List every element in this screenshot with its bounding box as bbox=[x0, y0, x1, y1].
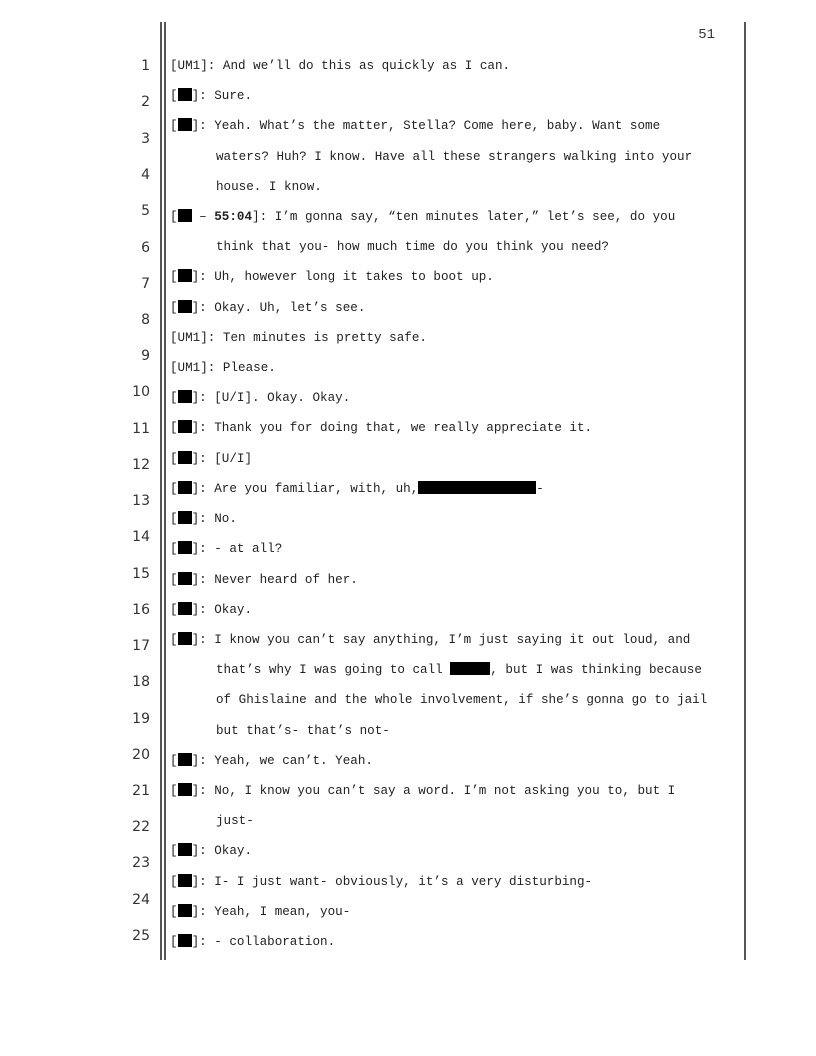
open-bracket: [ bbox=[170, 421, 178, 435]
open-bracket: [ bbox=[170, 633, 178, 647]
transcript-line bbox=[170, 481, 544, 497]
transcript-line bbox=[170, 541, 282, 557]
line-number: 15 bbox=[132, 566, 150, 582]
line-text: ]: Uh, however long it takes to boot up. bbox=[191, 270, 494, 284]
open-bracket: [ bbox=[170, 784, 178, 798]
transcript-line-continued: think that you- how much time do you think you need? bbox=[216, 240, 609, 254]
open-bracket: [ bbox=[170, 512, 178, 526]
open-bracket: [ bbox=[170, 844, 178, 858]
redaction-bar bbox=[178, 300, 192, 313]
open-bracket: [ bbox=[170, 301, 178, 315]
redaction-bar bbox=[178, 511, 192, 524]
transcript-line bbox=[170, 874, 592, 890]
line-number: 17 bbox=[132, 638, 150, 654]
line-text: ]: Yeah, I mean, you- bbox=[191, 905, 351, 919]
redaction-bar bbox=[178, 874, 192, 887]
redaction-bar bbox=[178, 541, 192, 554]
transcript-line bbox=[170, 58, 510, 74]
transcript-line-continued: of Ghislaine and the whole involvement, if she’s gonna go to jail bbox=[216, 693, 708, 707]
transcript-line bbox=[170, 783, 675, 799]
transcript-line bbox=[170, 360, 276, 376]
left-margin-rule bbox=[160, 22, 162, 960]
open-bracket: [ bbox=[170, 542, 178, 556]
line-text: that’s why I was going to call bbox=[216, 663, 451, 677]
line-text: ]: Okay. bbox=[191, 603, 253, 617]
line-text: ]: [U/I] bbox=[191, 452, 253, 466]
line-number: 7 bbox=[141, 276, 150, 292]
transcript-line bbox=[170, 602, 252, 618]
line-number: 8 bbox=[141, 312, 150, 328]
line-number: 16 bbox=[132, 602, 150, 618]
transcript-line bbox=[170, 420, 592, 436]
line-number: 20 bbox=[132, 747, 150, 763]
transcript-line-continued bbox=[216, 662, 702, 678]
redaction-bar bbox=[178, 88, 192, 101]
transcript-line bbox=[170, 451, 252, 467]
open-bracket: [ bbox=[170, 391, 178, 405]
open-bracket: [ bbox=[170, 210, 178, 224]
right-margin-rule bbox=[744, 22, 746, 960]
line-number: 19 bbox=[132, 711, 150, 727]
transcript-line bbox=[170, 843, 252, 859]
redaction-bar bbox=[178, 632, 192, 645]
open-bracket: [ bbox=[170, 119, 178, 133]
redaction-bar bbox=[178, 269, 192, 282]
line-number: 10 bbox=[132, 384, 150, 400]
line-number: 3 bbox=[141, 131, 150, 147]
transcript-line bbox=[170, 511, 237, 527]
redaction-bar bbox=[178, 934, 192, 947]
line-number: 4 bbox=[141, 167, 150, 183]
transcript-line-continued: just- bbox=[216, 814, 254, 828]
transcript-line-continued: house. I know. bbox=[216, 180, 322, 194]
redaction-bar bbox=[178, 904, 192, 917]
line-number: 9 bbox=[141, 348, 150, 364]
redaction-bar bbox=[178, 481, 192, 494]
redaction-bar bbox=[178, 602, 192, 615]
redaction-bar bbox=[178, 209, 192, 222]
redaction-bar bbox=[178, 572, 192, 585]
line-text-after: - bbox=[536, 482, 544, 496]
line-number: 23 bbox=[132, 855, 150, 871]
line-number: 14 bbox=[132, 529, 150, 545]
open-bracket: [ bbox=[170, 754, 178, 768]
dash: – bbox=[191, 210, 215, 224]
transcript-line bbox=[170, 330, 427, 346]
redaction-bar bbox=[178, 390, 192, 403]
transcript-line bbox=[170, 118, 660, 134]
transcript-line bbox=[170, 904, 350, 920]
transcript-line bbox=[170, 269, 494, 285]
open-bracket: [ bbox=[170, 603, 178, 617]
redaction-bar bbox=[178, 451, 192, 464]
open-bracket: [ bbox=[170, 875, 178, 889]
line-number: 6 bbox=[141, 240, 150, 256]
open-bracket: [ bbox=[170, 89, 178, 103]
open-bracket: [ bbox=[170, 482, 178, 496]
transcript-line bbox=[170, 632, 690, 648]
transcript-line-continued: waters? Huh? I know. Have all these strangers walking into your bbox=[216, 150, 693, 164]
speaker-label: [UM1] bbox=[170, 59, 208, 73]
line-text: ]: - at all? bbox=[191, 542, 283, 556]
speaker-label: [UM1] bbox=[170, 361, 208, 375]
line-text: ]: Never heard of her. bbox=[191, 573, 358, 587]
line-number: 22 bbox=[132, 819, 150, 835]
line-number: 5 bbox=[141, 203, 150, 219]
line-text: ]: Sure. bbox=[191, 89, 253, 103]
line-text: : Please. bbox=[207, 361, 276, 375]
transcript-line bbox=[170, 88, 252, 104]
timestamp: 55:04 bbox=[214, 210, 253, 224]
line-text: ]: Okay. bbox=[191, 844, 253, 858]
line-number: 11 bbox=[132, 421, 150, 437]
line-text: ]: No, I know you can’t say a word. I’m not asking you to, but I bbox=[191, 784, 676, 798]
redaction-bar bbox=[178, 843, 192, 856]
line-number: 25 bbox=[132, 928, 150, 944]
line-number: 1 bbox=[141, 58, 150, 74]
line-number: 21 bbox=[132, 783, 150, 799]
line-text: ]: [U/I]. Okay. Okay. bbox=[191, 391, 351, 405]
line-number: 13 bbox=[132, 493, 150, 509]
redaction-bar bbox=[178, 118, 192, 131]
line-text: ]: Okay. Uh, let’s see. bbox=[191, 301, 366, 315]
line-text-after: , but I was thinking because bbox=[490, 663, 702, 677]
redaction-bar-mid bbox=[450, 662, 490, 675]
line-text: ]: Are you familiar, with, uh, bbox=[191, 482, 419, 496]
open-bracket: [ bbox=[170, 935, 178, 949]
page-number: 51 bbox=[698, 27, 715, 43]
line-text: ]: No. bbox=[191, 512, 237, 526]
left-margin-rule-inner bbox=[164, 22, 166, 960]
open-bracket: [ bbox=[170, 452, 178, 466]
line-text: : Ten minutes is pretty safe. bbox=[207, 331, 427, 345]
open-bracket: [ bbox=[170, 905, 178, 919]
open-bracket: [ bbox=[170, 573, 178, 587]
line-text: ]: I’m gonna say, “ten minutes later,” let’s see, do you bbox=[252, 210, 676, 224]
line-text: ]: - collaboration. bbox=[191, 935, 336, 949]
line-text: : And we’ll do this as quickly as I can. bbox=[207, 59, 511, 73]
line-number: 2 bbox=[141, 94, 150, 110]
redaction-bar-long bbox=[418, 481, 536, 494]
line-text: ]: I know you can’t say anything, I’m just saying it out loud, and bbox=[191, 633, 691, 647]
redaction-bar bbox=[178, 420, 192, 433]
redaction-bar bbox=[178, 753, 192, 766]
line-number: 12 bbox=[132, 457, 150, 473]
transcript-line bbox=[170, 209, 675, 225]
redaction-bar bbox=[178, 783, 192, 796]
line-text: ]: Thank you for doing that, we really appreciate it. bbox=[191, 421, 593, 435]
line-number: 18 bbox=[132, 674, 150, 690]
transcript-line-continued: but that’s- that’s not- bbox=[216, 724, 390, 738]
line-text: ]: Yeah, we can’t. Yeah. bbox=[191, 754, 373, 768]
transcript-line bbox=[170, 934, 335, 950]
line-text: ]: I- I just want- obviously, it’s a very disturbing- bbox=[191, 875, 593, 889]
speaker-label: [UM1] bbox=[170, 331, 208, 345]
transcript-line bbox=[170, 753, 373, 769]
line-text: ]: Yeah. What’s the matter, Stella? Come here, baby. Want some bbox=[191, 119, 661, 133]
open-bracket: [ bbox=[170, 270, 178, 284]
transcript-line bbox=[170, 390, 350, 406]
line-number: 24 bbox=[132, 892, 150, 908]
transcript-line bbox=[170, 300, 365, 316]
transcript-line bbox=[170, 572, 358, 588]
